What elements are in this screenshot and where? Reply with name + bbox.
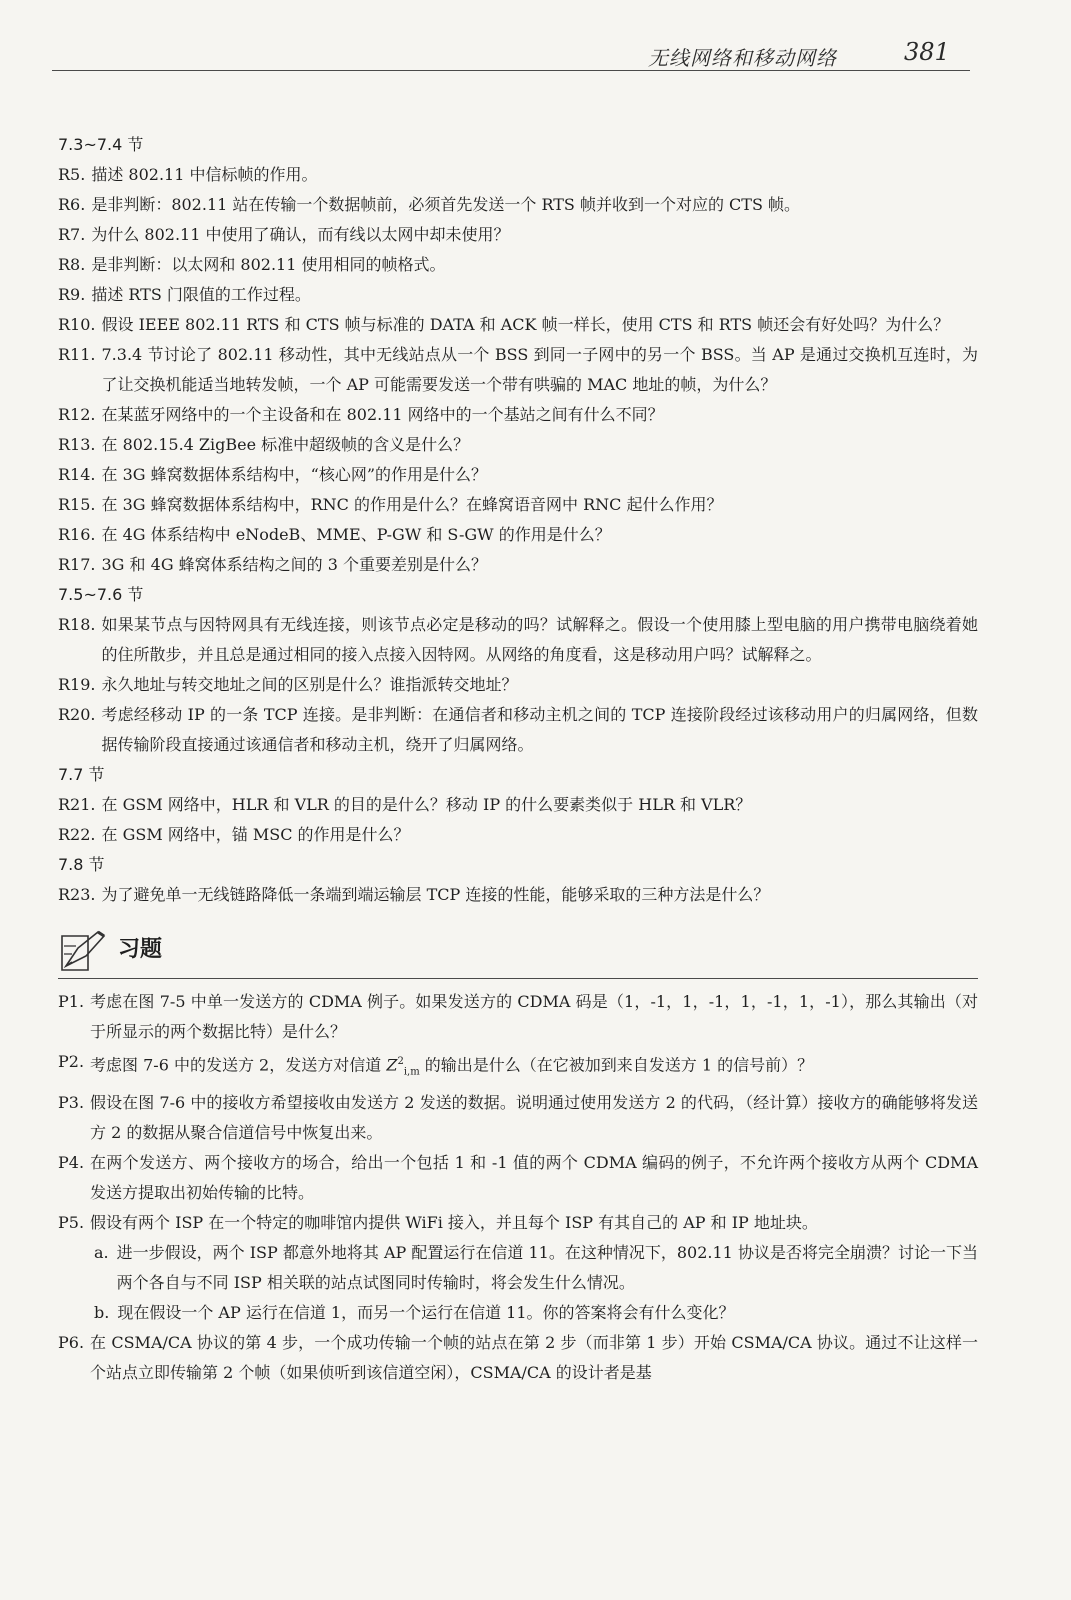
question-text: 在 3G 蜂窝数据体系结构中，“核心网”的作用是什么？ <box>101 465 487 484</box>
problem-text: 假设有两个 ISP 在一个特定的咖啡馆内提供 WiFi 接入，并且每个 ISP 有其自己的 AP 和 IP 地址块。 <box>90 1212 818 1232</box>
problem-number: P4. <box>58 1152 85 1172</box>
page-number: 381 <box>904 38 950 66</box>
problem-text-part: 的输出是什么（在它被加到来自发送方 1 的信号前）？ <box>419 1055 814 1075</box>
channel-symbol: Z <box>386 1055 398 1075</box>
running-header-title: 无线网络和移动网络 <box>648 46 837 70</box>
subitem-text: 进一步假设，两个 ISP 都意外地将其 AP 配置运行在信道 11。在这种情况下，802.11 协议是否将完全崩溃？讨论一下当两个各自与不同 ISP 相关联的站点试图同时传输时，将会发生什么情况。 <box>116 1242 978 1292</box>
question-number: R10. <box>58 315 96 334</box>
problem-number: P5. <box>58 1212 85 1232</box>
question-text: 在某蓝牙网络中的一个主设备和在 802.11 网络中的一个基站之间有什么不同？ <box>101 405 664 424</box>
review-question <box>58 880 978 910</box>
question-text: 假设 IEEE 802.11 RTS 和 CTS 帧与标准的 DATA 和 ACK 帧一样长，使用 CTS 和 RTS 帧还会有好处吗？为什么？ <box>101 315 950 334</box>
problem-subitem <box>58 1238 978 1298</box>
question-text: 描述 802.11 中信标帧的作用。 <box>91 165 318 184</box>
problem-number: P2. <box>58 1052 85 1071</box>
review-question <box>58 250 978 280</box>
review-question <box>58 400 978 430</box>
question-text: 在 4G 体系结构中 eNodeB、MME、P-GW 和 S-GW 的作用是什么？ <box>101 525 611 544</box>
question-text: 在 802.15.4 ZigBee 标准中超级帧的含义是什么？ <box>101 435 470 454</box>
problem-item <box>58 1148 978 1208</box>
question-number: R9. <box>58 285 86 304</box>
subitem-label: b. <box>94 1302 110 1322</box>
problem-item <box>58 1208 978 1238</box>
review-question <box>58 490 978 520</box>
review-question <box>58 160 978 190</box>
question-text: 永久地址与转交地址之间的区别是什么？谁指派转交地址？ <box>101 675 518 694</box>
question-text: 在 GSM 网络中，锚 MSC 的作用是什么？ <box>101 825 410 844</box>
problem-item <box>58 1047 978 1088</box>
review-question <box>58 310 978 340</box>
section-heading: 7.3~7.4 节 <box>58 135 144 154</box>
question-number: R21. <box>58 795 96 814</box>
review-question <box>58 670 978 700</box>
question-text: 3G 和 4G 蜂窝体系结构之间的 3 个重要差别是什么？ <box>101 555 488 574</box>
problem-item <box>58 1328 978 1388</box>
review-question <box>58 340 978 400</box>
question-number: R13. <box>58 435 96 454</box>
review-question <box>58 700 978 760</box>
question-number: R19. <box>58 675 96 694</box>
problem-number: P1. <box>58 992 85 1011</box>
problems-title: 习题 <box>118 937 163 962</box>
question-number: R20. <box>58 705 96 724</box>
channel-symbol-sup: 2 <box>397 1056 404 1067</box>
section-heading: 7.5~7.6 节 <box>58 585 144 604</box>
review-question <box>58 190 978 220</box>
page-body <box>58 130 978 1388</box>
question-text: 为什么 802.11 中使用了确认，而有线以太网中却未使用？ <box>91 225 510 244</box>
review-question <box>58 460 978 490</box>
question-number: R14. <box>58 465 96 484</box>
problem-item <box>58 1088 978 1148</box>
question-number: R8. <box>58 255 86 274</box>
section-heading: 7.7 节 <box>58 765 105 784</box>
question-number: R12. <box>58 405 96 424</box>
question-number: R16. <box>58 525 96 544</box>
question-number: R17. <box>58 555 96 574</box>
channel-symbol-sub: i,m <box>403 1066 420 1078</box>
problem-text <box>90 1047 978 1088</box>
question-text: 如果某节点与因特网具有无线连接，则该节点必定是移动的吗？试解释之。假设一个使用膝上型电脑的用户携带电脑绕着她的住所散步，并且总是通过相同的接入点接入因特网。从网络的角度看，这是移动用户吗？试解释之。 <box>101 615 978 664</box>
review-question <box>58 610 978 670</box>
question-text: 7.3.4 节讨论了 802.11 移动性，其中无线站点从一个 BSS 到同一子网中的另一个 BSS。当 AP 是通过交换机互连时，为了让交换机能适当地转发帧，一个 AP 可能需要发送一个带有哄骗的 MAC 地址的帧，为什么？ <box>101 345 978 394</box>
question-number: R6. <box>58 195 86 214</box>
review-question <box>58 820 978 850</box>
question-text: 描述 RTS 门限值的工作过程。 <box>91 285 311 304</box>
question-text: 在 GSM 网络中，HLR 和 VLR 的目的是什么？移动 IP 的什么要素类似于 HLR 和 VLR？ <box>101 795 752 814</box>
subitem-text: 现在假设一个 AP 运行在信道 1，而另一个运行在信道 11。你的答案将会有什么变化？ <box>117 1302 735 1322</box>
question-number: R5. <box>58 165 86 184</box>
problem-text: 考虑在图 7-5 中单一发送方的 CDMA 例子。如果发送方的 CDMA 码是（1，-1，1，-1，1，-1，1，-1），那么其输出（对于所显示的两个数据比特）是什么？ <box>90 992 978 1041</box>
review-question <box>58 280 978 310</box>
question-text: 为了避免单一无线链路降低一条端到端运输层 TCP 连接的性能，能够采取的三种方法是什么？ <box>101 885 770 904</box>
review-question <box>58 220 978 250</box>
problem-text: 在 CSMA/CA 协议的第 4 步，一个成功传输一个帧的站点在第 2 步（而非第 1 步）开始 CSMA/CA 协议。通过不让这样一个站点立即传输第 2 个帧（如果侦听到该信道空闲），CSMA/CA 的设计者是基 <box>90 1332 978 1382</box>
problem-number: P3. <box>58 1092 85 1112</box>
question-text: 在 3G 蜂窝数据体系结构中，RNC 的作用是什么？在蜂窝语音网中 RNC 起什么作用？ <box>101 495 723 514</box>
question-number: R18. <box>58 615 96 634</box>
problem-text: 在两个发送方、两个接收方的场合，给出一个包括 1 和 -1 值的两个 CDMA 编码的例子，不允许两个接收方从两个 CDMA 发送方提取出初始传输的比特。 <box>90 1152 978 1202</box>
problems-heading <box>58 922 978 979</box>
question-text: 是非判断：以太网和 802.11 使用相同的帧格式。 <box>91 255 446 274</box>
question-number: R15. <box>58 495 96 514</box>
question-text: 是非判断：802.11 站在传输一个数据帧前，必须首先发送一个 RTS 帧并收到一个对应的 CTS 帧。 <box>91 195 801 214</box>
review-question <box>58 430 978 460</box>
problem-text: 假设在图 7-6 中的接收方希望接收由发送方 2 发送的数据。说明通过使用发送方 2 的代码，（经计算）接收方的确能够将发送方 2 的数据从聚合信道信号中恢复出来。 <box>90 1092 978 1142</box>
pencil-notepad-icon <box>58 926 110 974</box>
problem-subitem <box>58 1298 978 1328</box>
subitem-label: a. <box>94 1242 109 1262</box>
question-text: 考虑经移动 IP 的一条 TCP 连接。是非判断：在通信者和移动主机之间的 TCP 连接阶段经过该移动用户的归属网络，但数据传输阶段直接通过该通信者和移动主机，绕开了归属网络。 <box>101 705 978 754</box>
review-question <box>58 790 978 820</box>
question-number: R11. <box>58 345 96 364</box>
problem-text-part: 考虑图 7-6 中的发送方 2，发送方对信道 <box>90 1055 387 1075</box>
question-number: R7. <box>58 225 86 244</box>
section-heading: 7.8 节 <box>58 855 105 874</box>
problem-number: P6. <box>58 1332 85 1352</box>
question-number: R22. <box>58 825 96 844</box>
review-question <box>58 550 978 580</box>
review-question <box>58 520 978 550</box>
header-rule <box>52 70 970 71</box>
question-number: R23. <box>58 885 96 904</box>
problem-item <box>58 987 978 1047</box>
